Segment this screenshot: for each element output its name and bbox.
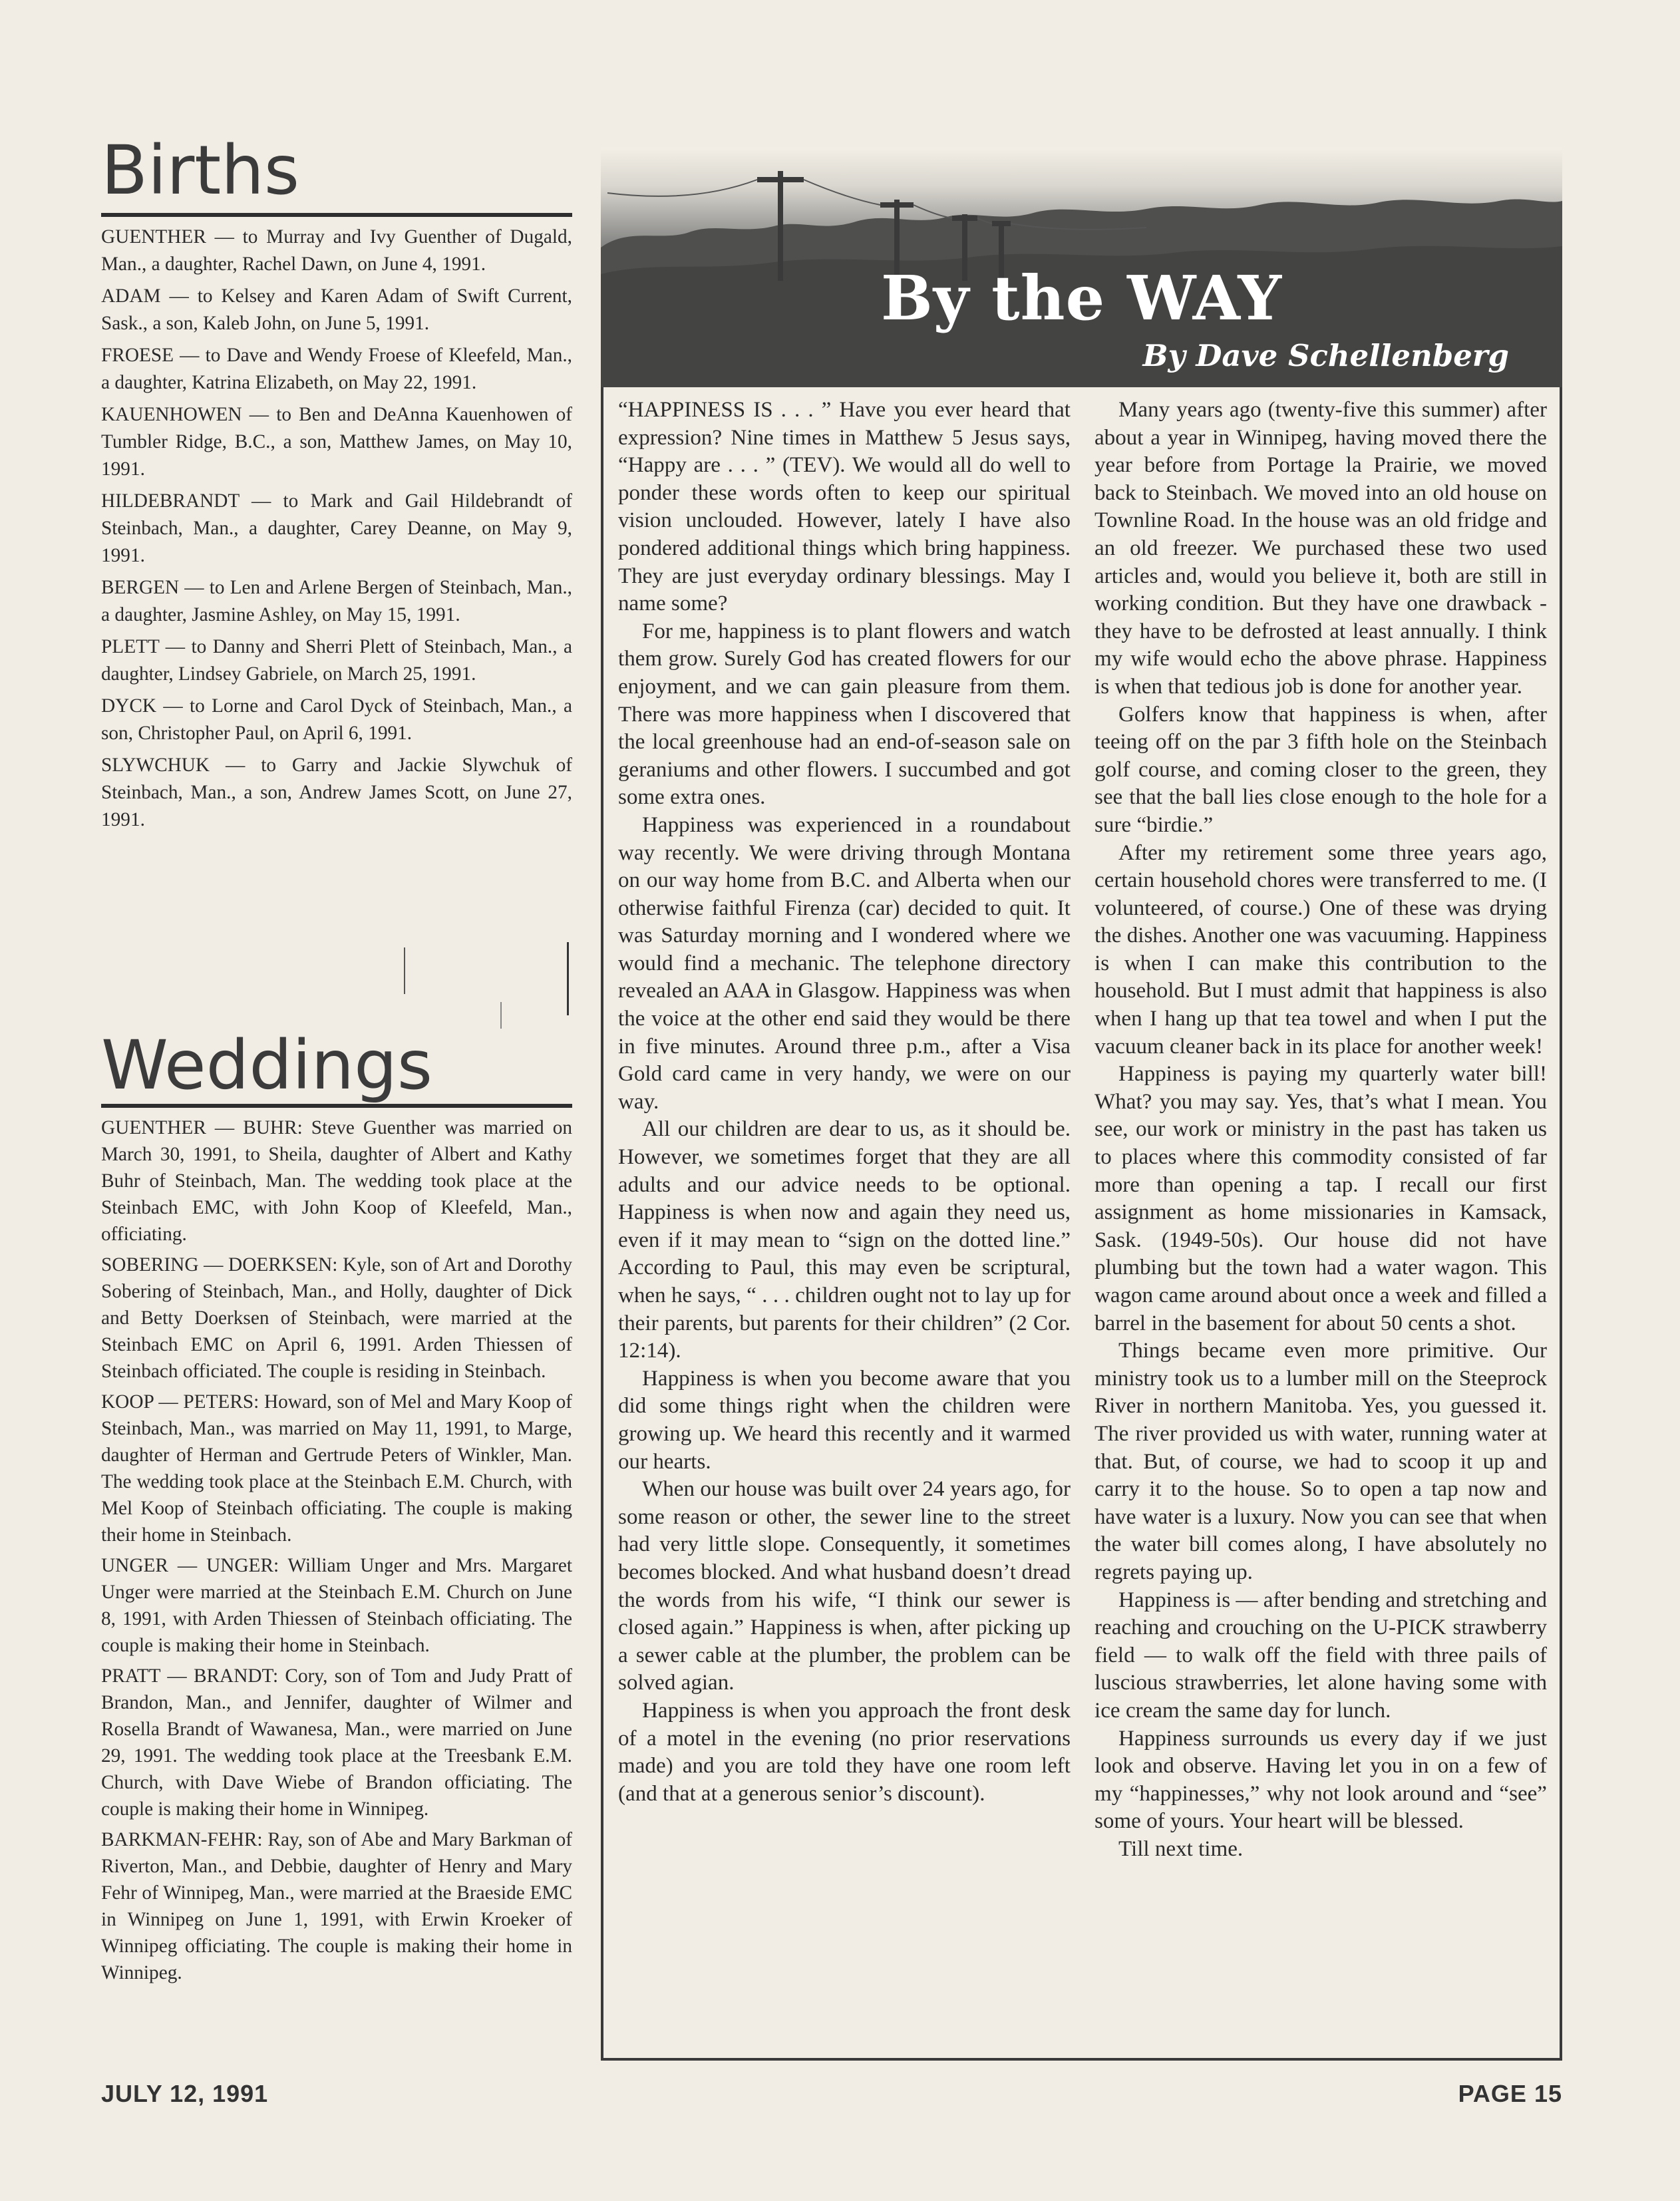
- article-paragraph: When our house was built over 24 years ago, for some reason or other, the sewer line to the street had very little slope. Consequently, it sometimes becomes blocked. And what husband doesn’t dread the words from his wife, “I think our sewer is closed again.” Happiness is when, after picking up a sewer cable at the plumber, the problem can be solved agian.: [618, 1477, 1071, 1695]
- article-paragraph: For me, happiness is to plant flowers and watch them grow. Surely God has created flowers for our enjoyment, and we can gain pleasure from them. There was more happiness when I discovered that the local greenhouse had an end-of-season sale on geraniums and other flowers. I succumbed and got some extra ones.: [618, 619, 1071, 810]
- birth-entry: PLETT — to Danny and Sherri Plett of Steinbach, Man., a daughter, Lindsey Gabriele, on March 25, 1991.: [101, 636, 572, 685]
- wedding-entry: PRATT — BRANDT: Cory, son of Tom and Judy Pratt of Brandon, Man., and Jennifer, daughter of Wilmer and Rosella Brandt of Wawanesa, Man., were married on June 29, 1991. The wedding took place at the Treesbank E.M. Church, with Dave Wiebe of Brandon officiating. The couple is making their home in Winnipeg.: [101, 1665, 572, 1820]
- births-rule: [101, 213, 572, 217]
- left-column: [101, 131, 572, 1983]
- article-paragraph: After my retirement some three years ago, certain household chores were transferred to me. (I volunteered, of course.) One of these was drying the dishes. Another one was vacuuming. Happiness is when I can make this contribution to the household. But I must admit that happiness is also when I hang up that tea towel and when I put the vacuum cleaner back in its place for another week!: [1094, 840, 1547, 1059]
- birth-entry: DYCK — to Lorne and Carol Dyck of Steinbach, Man., a son, Christopher Paul, on April 6, 1991.: [101, 695, 572, 744]
- birth-entry: HILDEBRANDT — to Mark and Gail Hildebrandt of Steinbach, Man., a daughter, Carey Deanne, on May 9, 1991.: [101, 490, 572, 566]
- column-byline: By Dave Schellenberg: [1142, 338, 1509, 373]
- article-paragraph: Happiness surrounds us every day if we just look and observe. Having let you in on a few of my “happinesses,” why not look around and “see” some of yours. Your heart will be blessed.: [1094, 1726, 1547, 1834]
- article-column-left: [618, 397, 1071, 1863]
- article-paragraph: Golfers know that happiness is when, after teeing off on the par 3 fifth hole on the Steinbach golf course, and coming closer to the green, they see that the ball lies close enough to the hole for a sure “birdie.”: [1094, 702, 1547, 837]
- article-paragraph: Many years ago (twenty-five this summer) after about a year in Winnipeg, having moved there the year before from Portage la Prairie, we moved back to Steinbach. We moved into an old house on Townline Road. In the house was an old fridge and an old freezer. We purchased these two used articles and, would you believe it, both are still in working condition. But they have one drawback - they have to be defrosted at least annually. I think my wife would echo the above phrase. Happiness is when that tedious job is done for another year.: [1094, 398, 1547, 699]
- birth-entry: SLYWCHUK — to Garry and Jackie Slywchuk of Steinbach, Man., a son, Andrew James Scott, on June 27, 1991.: [101, 755, 572, 830]
- article-body: [618, 397, 1547, 1863]
- birth-entry: ADAM — to Kelsey and Karen Adam of Swift Current, Sask., a son, Kaleb John, on June 5, 1991.: [101, 285, 572, 334]
- pencil-mark: [500, 1002, 502, 1029]
- wedding-entry: UNGER — UNGER: William Unger and Mrs. Margaret Unger were married at the Steinbach E.M. Church on June 8, 1991, with Arden Thiessen of Steinbach officiating. The couple is making their home in Steinbach.: [101, 1555, 572, 1656]
- births-list: [101, 224, 572, 834]
- article-paragraph: “HAPPINESS IS . . . ” Have you ever heard that expression? Nine times in Matthew 5 Jesus says, “Happy are . . . ” (TEV). We would all do well to ponder these words often to keep our spiritual vision unclouded. However, lately I have also pondered additional things which bring happiness. They are just everyday ordinary blessings. May I name some?: [618, 398, 1071, 616]
- column-article: [601, 148, 1562, 2061]
- wedding-entry: SOBERING — DOERKSEN: Kyle, son of Art and Dorothy Sobering of Steinbach, Man., and Holly, daughter of Dick and Betty Doerksen of Steinbach, were married at the Steinbach EMC on April 6, 1991. Arden Thiessen of Steinbach officiated. The couple is residing in Steinbach.: [101, 1254, 572, 1382]
- article-paragraph: Happiness is when you approach the front desk of a motel in the evening (no prior reservations made) and you are told they have one room left (and that at a generous senior’s discount).: [618, 1698, 1071, 1806]
- column-banner: [601, 148, 1562, 387]
- wedding-entry: KOOP — PETERS: Howard, son of Mel and Mary Koop of Steinbach, Man., was married on May 11, 1991, to Marge, daughter of Herman and Gertrude Peters of Winkler, Man. The wedding took place at the Steinbach E.M. Church, with Mel Koop of Steinbach officiating. The couple is making their home in Steinbach.: [101, 1391, 572, 1546]
- birth-entry: KAUENHOWEN — to Ben and DeAnna Kauenhowen of Tumbler Ridge, B.C., a son, Matthew James, on May 10, 1991.: [101, 404, 572, 480]
- weddings-heading: Weddings: [101, 1026, 432, 1105]
- birth-entry: FROESE — to Dave and Wendy Froese of Kleefeld, Man., a daughter, Katrina Elizabeth, on May 22, 1991.: [101, 345, 572, 393]
- page-number: PAGE 15: [1458, 2080, 1562, 2107]
- wedding-entry: GUENTHER — BUHR: Steve Guenther was married on March 30, 1991, to Sheila, daughter of Albert and Kathy Buhr of Steinbach, Man. The wedding took place at the Steinbach EMC, with John Koop of Kleefeld, Man., officiating.: [101, 1117, 572, 1245]
- wedding-entry: BARKMAN-FEHR: Ray, son of Abe and Mary Barkman of Riverton, Man., and Debbie, daughter of Henry and Mary Fehr of Winnipeg, Man., were married at the Braeside EMC in Winnipeg on June 1, 1991, with Erwin Kroeker of Winnipeg officiating. The couple is making their home in Winnipeg.: [101, 1829, 572, 1983]
- pencil-mark: [567, 942, 569, 1015]
- birth-entry: GUENTHER — to Murray and Ivy Guenther of Dugald, Man., a daughter, Rachel Dawn, on June 4, 1991.: [101, 226, 572, 275]
- birth-entry: BERGEN — to Len and Arlene Bergen of Steinbach, Man., a daughter, Jasmine Ashley, on May 15, 1991.: [101, 577, 572, 625]
- issue-date: JULY 12, 1991: [101, 2080, 269, 2107]
- article-paragraph: Happiness was experienced in a roundabout way recently. We were driving through Montana on our way home from B.C. and Alberta when our otherwise faithful Firenza (car) decided to quit. It was Saturday morning and I wondered where we would find a mechanic. The telephone directory revealed an AAA in Glasgow. Happiness was when the voice at the other end said they would be there in five minutes. Around three p.m., after a Visa Gold card came in very handy, we were on our way.: [618, 812, 1071, 1114]
- article-paragraph: All our children are dear to us, as it should be. However, we sometimes forget that they are all adults and our advice needs to be optional. Happiness is when now and again they need us, even if it may mean to “sign on the dotted line.” According to Paul, this may even be scriptural, when he says, “ . . . children ought not to lay up for their parents, but parents for their children” (2 Cor. 12:14).: [618, 1117, 1071, 1363]
- article-paragraph: Happiness is — after bending and stretching and reaching and crouching on the U-PICK strawberry field — to walk off the field with three pails of luscious strawberries, let alone having some with ice cream the same day for lunch.: [1094, 1588, 1547, 1723]
- weddings-section: [101, 1026, 572, 1990]
- article-column-right: [1094, 397, 1547, 1863]
- births-heading: Births: [101, 131, 300, 210]
- article-paragraph: Happiness is when you become aware that you did some things right when the children were growing up. We heard this recently and it warmed our hearts.: [618, 1366, 1071, 1474]
- pencil-mark: [404, 947, 405, 994]
- article-paragraph: Happiness is paying my quarterly water bill! What? you may say. Yes, that’s what I mean. You see, our work or ministry in the past has taken us to places where this commodity consisted of far more than opening a tap. I recall our first assignment as home missionaries in Kamsack, Sask. (1949-50s). Our house did not have plumbing but the town had a water wagon. This wagon came around about once a week and filled a barrel in the basement for about 50 cents a shot.: [1094, 1062, 1547, 1335]
- article-paragraph: Till next time.: [1118, 1836, 1244, 1861]
- column-title: By the WAY: [880, 262, 1283, 334]
- article-paragraph: Things became even more primitive. Our ministry took us to a lumber mill on the Steeprock River in northern Manitoba. Yes, you guessed it. The river provided us with water, running water at that. But, of course, we had to scoop it up and carry it to the house. So to open a tap now and have water is a luxury. Now you can see that when the water bill comes along, I have absolutely no regrets paying up.: [1094, 1339, 1547, 1584]
